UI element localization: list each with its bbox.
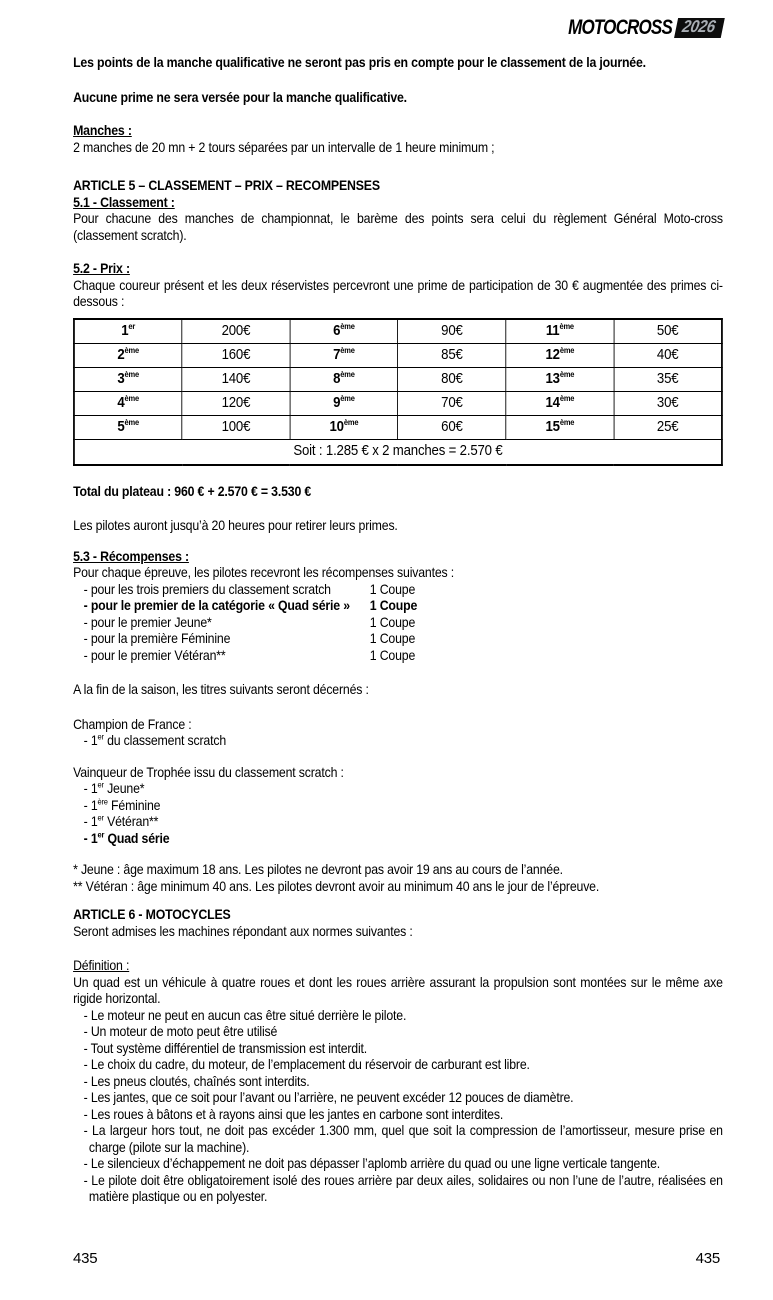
article6-title: ARTICLE 6 - MOTOCYCLES [73, 906, 231, 922]
section-5-1-body: Pour chacune des manches de championnat, le barème des points sera celui du règlement Général Moto-cross (classement scratch). [73, 210, 723, 243]
rule-item: - Les roues à bâtons et à rayons ainsi que les jantes en carbone sont interdites. [83, 1105, 504, 1122]
prize-table-body [74, 319, 722, 440]
article6-intro: Seront admises les machines répondant aux normes suivantes : [73, 922, 413, 939]
prize-cell: 160€ [182, 343, 290, 367]
rule-item: - Le choix du cadre, du moteur, de l’emplacement du réservoir de carburant est libre. [83, 1056, 530, 1072]
rank-cell: 7ème [290, 343, 398, 367]
rank-cell: 12ème [506, 343, 614, 367]
page-number-left: 435 [73, 1250, 98, 1267]
recompense-item [73, 647, 723, 664]
recompense-item [73, 630, 723, 647]
rank-cell: 1er [74, 319, 182, 344]
prize-cell: 85€ [398, 343, 506, 367]
logo-year-text: 2026 [680, 17, 718, 37]
prize-cell: 30€ [614, 391, 722, 415]
recompense-value: 1 Coupe [369, 613, 416, 630]
prize-cell: 90€ [398, 319, 506, 344]
prize-table-footer-row [74, 439, 722, 465]
intro-line-1: Les points de la manche qualificative ne seront pas pris en compte pour le classement de la journée. [73, 54, 646, 70]
motocross-logo-text: MOTOCROSS [567, 15, 672, 39]
section-5-2-heading: 5.2 - Prix : [73, 260, 130, 276]
rank-cell: 15ème [506, 415, 614, 439]
logo-year-badge [674, 18, 725, 38]
page-number-right: 435 [695, 1250, 720, 1267]
rule-item: - Les jantes, que ce soit pour l’avant ou l’arrière, ne peuvent excéder 12 pouces de diamètre. [83, 1089, 574, 1105]
title-item: - 1er Jeune* [83, 779, 145, 796]
rank-cell: 10ème [290, 415, 398, 439]
title-item: - 1ère Féminine [83, 795, 161, 813]
rules-list [73, 1007, 723, 1205]
prize-table-row [74, 367, 722, 391]
definition-heading: Définition : [73, 957, 130, 973]
titres-intro: A la fin de la saison, les titres suivants seront décernés : [73, 681, 369, 697]
note-veteran: ** Vétéran : âge minimum 40 ans. Les pilotes devront avoir au minimum 40 ans le jour de l’épreuve. [73, 877, 600, 894]
recompense-label: - pour les trois premiers du classement scratch [83, 580, 331, 597]
rank-cell: 5ème [74, 415, 182, 439]
section-5-1-heading: 5.1 - Classement : [73, 193, 175, 210]
prize-cell: 25€ [614, 415, 722, 439]
rule-item: - Le moteur ne peut en aucun cas être situé derrière le pilote. [83, 1006, 407, 1023]
intro-line-2: Aucune prime ne sera versée pour la manche qualificative. [73, 88, 407, 105]
prize-table-total-cell: Soit : 1.285 € x 2 manches = 2.570 € [74, 439, 722, 465]
prize-cell: 80€ [398, 367, 506, 391]
total-plateau-line: Total du plateau : 960 € + 2.570 € = 3.530 € [73, 482, 312, 499]
prize-cell: 70€ [398, 391, 506, 415]
prize-cell: 120€ [182, 391, 290, 415]
prize-table-row [74, 391, 722, 415]
rule-item: - Tout système différentiel de transmission est interdit. [83, 1039, 368, 1056]
rank-cell: 6ème [290, 319, 398, 344]
recompense-value: 1 Coupe [369, 580, 416, 597]
prize-cell: 200€ [182, 319, 290, 344]
section-5-2-body: Chaque coureur présent et les deux réservistes percevront une prime de participation de 30 € augmentée des primes ci-dessous : [73, 276, 723, 309]
rank-cell: 14ème [506, 391, 614, 415]
section-5-3-intro: Pour chaque épreuve, les pilotes recevront les récompenses suivantes : [73, 564, 455, 580]
recompense-value: 1 Coupe [369, 597, 418, 613]
prize-table-footer [74, 439, 722, 465]
rank-cell: 4ème [74, 391, 182, 415]
prize-cell: 60€ [398, 415, 506, 439]
prize-cell: 35€ [614, 367, 722, 391]
champion-heading: Champion de France : [73, 715, 192, 732]
section-5-3-heading: 5.3 - Récompenses : [73, 547, 189, 564]
recompense-label: - pour la première Féminine [83, 630, 231, 646]
recompense-label: - pour le premier de la catégorie « Quad série » [83, 597, 350, 613]
trophee-list [73, 780, 723, 846]
champion-list [73, 732, 723, 749]
rank-cell: 13ème [506, 367, 614, 391]
recompense-label: - pour le premier Jeune* [83, 613, 212, 630]
trophee-heading: Vainqueur de Trophée issu du classement scratch : [73, 763, 344, 780]
prize-cell: 140€ [182, 367, 290, 391]
rule-item: - Le pilote doit être obligatoirement isolé des roues arrière par deux ailes, solidaires ou non l’une de l’autre, réalisées en matière plastique ou en polyester. [83, 1171, 723, 1204]
recompense-label: - pour le premier Vétéran** [83, 646, 226, 663]
header [73, 16, 723, 40]
rule-item: - Les pneus cloutés, chaînés sont interdits. [83, 1072, 310, 1089]
rank-cell: 2ème [74, 343, 182, 367]
prize-cell: 100€ [182, 415, 290, 439]
prize-table-row [74, 319, 722, 344]
recompenses-list [73, 581, 723, 664]
recompense-item [73, 614, 723, 631]
rank-cell: 9ème [290, 391, 398, 415]
title-item: - 1er du classement scratch [83, 731, 227, 748]
title-item: - 1er Quad série [83, 828, 170, 846]
rule-item: - Le silencieux d’échappement ne doit pas dépasser l’aplomb arrière du quad ou une ligne verticale tangente. [83, 1155, 661, 1171]
note-jeune: * Jeune : âge maximum 18 ans. Les pilotes ne devront pas avoir 19 ans au cours de l’année. [73, 861, 563, 877]
rank-cell: 3ème [74, 367, 182, 391]
title-item: - 1er Vétéran** [83, 812, 159, 829]
prize-cell: 40€ [614, 343, 722, 367]
prize-table-row [74, 343, 722, 367]
recompense-value: 1 Coupe [369, 630, 416, 646]
prize-table [73, 318, 723, 466]
rank-cell: 8ème [290, 367, 398, 391]
primes-retrait-line: Les pilotes auront jusqu’à 20 heures pour retirer leurs primes. [73, 517, 398, 533]
article5-title: ARTICLE 5 – CLASSEMENT – PRIX – RECOMPENSES [73, 177, 380, 193]
manches-body: 2 manches de 20 mn + 2 tours séparées par un intervalle de 1 heure minimum ; [73, 138, 495, 155]
prize-table-row [74, 415, 722, 439]
recompense-item [73, 581, 723, 598]
recompense-item [73, 597, 723, 614]
rank-cell: 11ème [506, 319, 614, 344]
recompense-value: 1 Coupe [369, 646, 416, 663]
definition-body: Un quad est un véhicule à quatre roues et dont les roues arrière assurant la propulsion sont montées sur le même axe rigide horizontal. [73, 973, 723, 1006]
rule-item: - La largeur hors tout, ne doit pas excéder 1.300 mm, quel que soit la compression de l’amortisseur, mesure prise en charge (pilote sur la machine). [83, 1122, 723, 1155]
manches-heading: Manches : [73, 122, 132, 138]
rule-item: - Un moteur de moto peut être utilisé [83, 1023, 278, 1039]
prize-cell: 50€ [614, 319, 722, 344]
